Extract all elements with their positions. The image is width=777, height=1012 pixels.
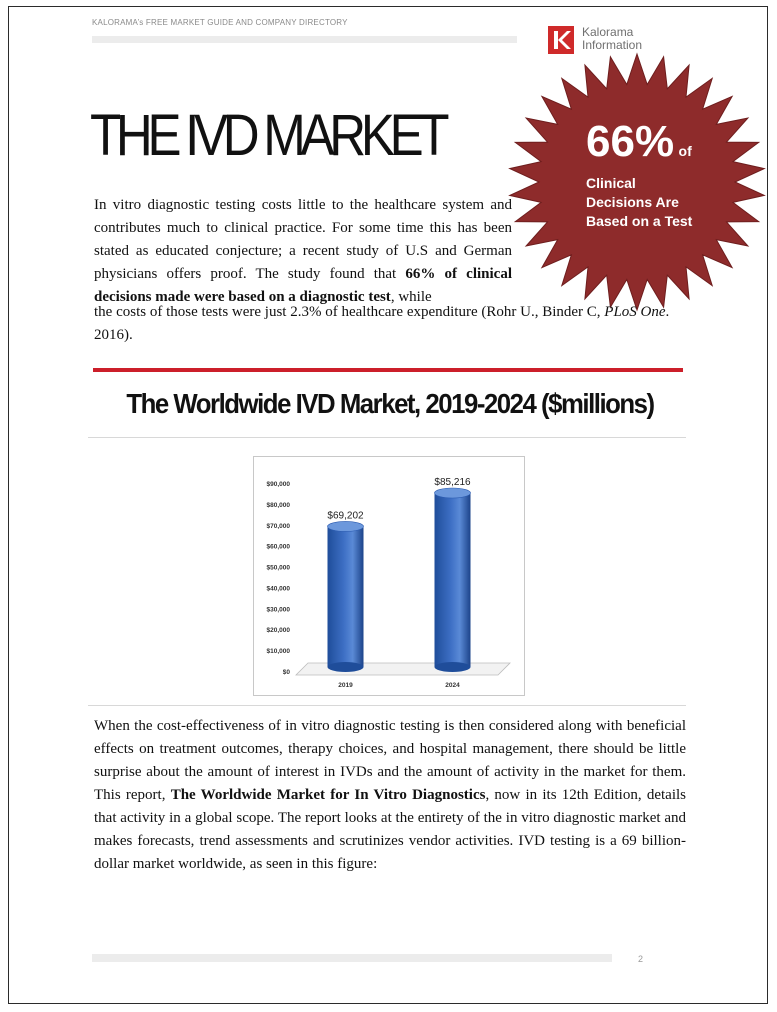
bar-top <box>328 521 364 531</box>
y-tick-label: $20,000 <box>266 627 290 635</box>
intro-line2-text-2: . 2016). <box>94 304 670 343</box>
y-tick-label: $90,000 <box>266 481 290 488</box>
report-title: The Worldwide Market for In Vitro Diagnostics <box>170 787 486 803</box>
starburst-label-line3: Based on a Test <box>586 213 693 229</box>
bar <box>435 493 471 667</box>
data-label: $85,216 <box>434 476 471 488</box>
y-tick-label: $60,000 <box>266 543 290 551</box>
starburst-of: of <box>678 143 692 159</box>
intro-citation-journal: PLoS One <box>604 304 666 320</box>
section-divider <box>93 368 683 372</box>
starburst-percent: 66% <box>586 117 675 166</box>
header-rule <box>92 36 517 43</box>
bar-base <box>435 662 471 672</box>
section-title: The Worldwide IVD Market, 2019-2024 ($millions) <box>126 388 654 419</box>
logo-name-line1: Kalorama <box>582 25 634 39</box>
running-header: KALORAMA’s FREE MARKET GUIDE AND COMPANY DIRECTORY <box>92 18 348 27</box>
data-label: $69,202 <box>327 510 364 522</box>
starburst-label-line1: Clinical <box>586 175 636 191</box>
y-tick-label: $40,000 <box>266 585 290 593</box>
intro-text-1: In vitro diagnostic testing costs little to the healthcare system and contributes much to clinical practice. For some time this has been stated as educated conjecture; a recent study of U.S and German physicians offers proof. The study found that <box>94 197 512 282</box>
bar <box>328 526 364 667</box>
page-title: THE IVD MARKET <box>90 103 445 168</box>
x-tick-label: 2024 <box>445 682 460 689</box>
chart-canvas <box>254 457 524 695</box>
starburst-text <box>586 117 716 231</box>
y-tick-label: $10,000 <box>266 648 290 656</box>
intro-paragraph-continued <box>94 301 686 347</box>
x-tick-label: 2019 <box>338 682 353 689</box>
body-paragraph <box>94 715 686 876</box>
intro-paragraph <box>94 194 512 309</box>
y-tick-label: $30,000 <box>266 606 290 614</box>
starburst-label-line2: Decisions Are <box>586 194 679 210</box>
y-tick-label: $50,000 <box>266 564 290 572</box>
logo-wordmark <box>582 26 642 52</box>
ivd-market-chart <box>253 456 525 696</box>
y-tick-label: $0 <box>282 669 290 676</box>
bar-base <box>328 662 364 672</box>
y-tick-label: $80,000 <box>266 501 290 509</box>
y-tick-label: $70,000 <box>266 522 290 530</box>
intro-line2-text-1: the costs of those tests were just 2.3% of healthcare expenditure (Rohr U., Binder C, <box>94 304 605 320</box>
body-text-2: , now in its 12th Edition, details that activity in a global scope. The report looks at the entirety of the in vitro diagnostic market and makes forecasts, trend assessments and scrutinizes vendor activities. IVD testing is a 69 billion-dollar market worldwide, as seen in this figure: <box>94 787 686 872</box>
bar-top <box>435 488 471 498</box>
page-number: 2 <box>638 954 644 964</box>
footer-rule <box>92 954 612 962</box>
starburst-label <box>586 174 716 231</box>
intro-bold: 66% of clinical decisions made were based on a diagnostic test <box>94 266 512 305</box>
logo-name-line2: Information <box>582 38 643 52</box>
intro-text-2: , while <box>390 289 432 305</box>
body-text-1: When the cost-effectiveness of in vitro diagnostic testing is then considered along with beneficial effects on treatment outcomes, therapy choices, and hospital management, there should be little surprise about the amount of interest in IVDs and the amount of activity in the market for them. This report, <box>94 718 686 803</box>
chart-bottom-rule <box>88 705 686 706</box>
chart-top-rule <box>88 437 686 438</box>
